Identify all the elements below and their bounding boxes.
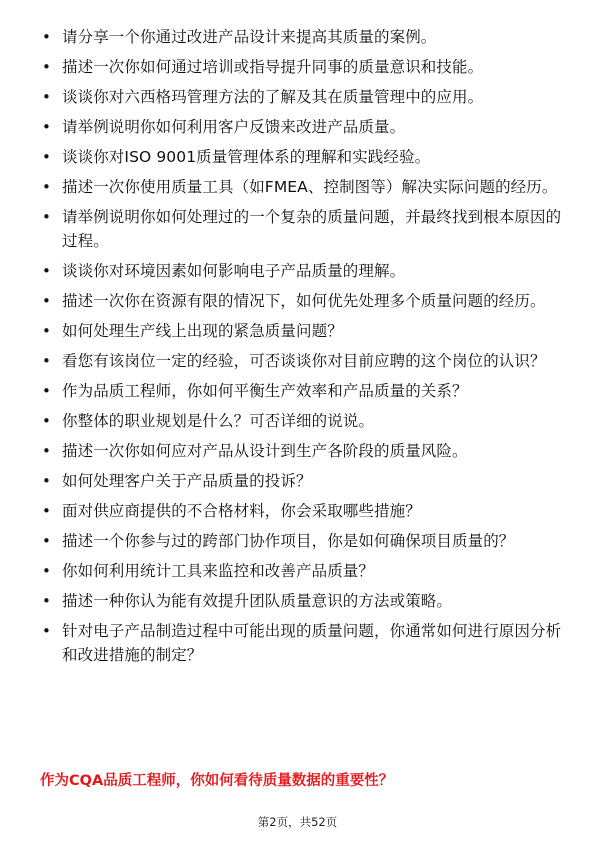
question-text: 描述一个你参与过的跨部门协作项目，你是如何确保项目质量的？ [62,532,515,550]
bullet-icon: • [42,322,51,340]
bullet-icon: • [42,412,51,430]
question-text: 如何处理生产线上出现的紧急质量问题？ [62,322,343,340]
bullet-icon: • [42,148,51,166]
question-text: 谈谈你对环境因素如何影响电子产品质量的理解。 [62,262,406,280]
list-item [40,349,565,373]
bullet-icon: • [42,442,51,460]
question-text: 请举例说明你如何利用客户反馈来改进产品质量。 [62,118,406,136]
list-item [40,289,565,313]
list-item [40,259,565,283]
question-text: 面对供应商提供的不合格材料，你会采取哪些措施？ [62,502,421,520]
bullet-icon: • [42,28,51,46]
bullet-icon: • [42,472,51,490]
question-text: 你整体的职业规划是什么？可否详细的说说。 [62,412,375,430]
question-text: 如何处理客户关于产品质量的投诉？ [62,472,312,490]
question-text: 请举例说明你如何处理过的一个复杂的质量问题，并最终找到根本原因的过程。 [62,208,562,250]
list-item [40,529,565,553]
list-item [40,25,565,49]
question-text: 描述一种你认为能有效提升团队质量意识的方法或策略。 [62,592,453,610]
question-text: 你如何利用统计工具来监控和改善产品质量？ [62,562,375,580]
list-item [40,439,565,463]
list-item [40,499,565,523]
list-item [40,55,565,79]
page-footer: 第2页，共52页 [257,815,338,829]
bullet-icon: • [42,58,51,76]
question-text: 看您有该岗位一定的经验，可否谈谈你对目前应聘的这个岗位的认识？ [62,352,546,370]
question-text: 描述一次你在资源有限的情况下，如何优先处理多个质量问题的经历。 [62,292,546,310]
bullet-icon: • [42,88,51,106]
question-text: 作为品质工程师，你如何平衡生产效率和产品质量的关系？ [62,382,468,400]
question-text: 描述一次你如何通过培训或指导提升同事的质量意识和技能。 [62,58,484,76]
list-item [40,379,565,403]
bullet-icon: • [42,352,51,370]
list-item [40,205,565,253]
bullet-icon: • [42,292,51,310]
list-item [40,319,565,343]
bullet-icon: • [42,532,51,550]
bullet-icon: • [42,562,51,580]
question-text: 描述一次你使用质量工具（如FMEA、控制图等）解决实际问题的经历。 [62,178,558,196]
question-text: 谈谈你对六西格玛管理方法的了解及其在质量管理中的应用。 [62,88,484,106]
bullet-icon: • [42,208,51,226]
list-item [40,409,565,433]
list-item [40,145,565,169]
question-text: 请分享一个你通过改进产品设计来提高其质量的案例。 [62,28,437,46]
bullet-icon: • [42,382,51,400]
list-item [40,619,565,667]
list-item [40,469,565,493]
bullet-icon: • [42,262,51,280]
bullet-icon: • [42,622,51,640]
list-item [40,559,565,583]
question-text: 描述一次你如何应对产品从设计到生产各阶段的质量风险。 [62,442,468,460]
list-item [40,115,565,139]
list-item [40,589,565,613]
question-text: 针对电子产品制造过程中可能出现的质量问题，你通常如何进行原因分析和改进措施的制定？ [62,622,562,664]
bullet-icon: • [42,178,51,196]
bullet-icon: • [42,592,51,610]
question-list [40,25,565,673]
list-item [40,85,565,109]
bullet-icon: • [42,118,51,136]
highlight-question: 作为CQA品质工程师，你如何看待质量数据的重要性？ [40,773,394,789]
list-item [40,175,565,199]
question-text: 谈谈你对ISO 9001质量管理体系的理解和实践经验。 [62,148,431,166]
bullet-icon: • [42,502,51,520]
